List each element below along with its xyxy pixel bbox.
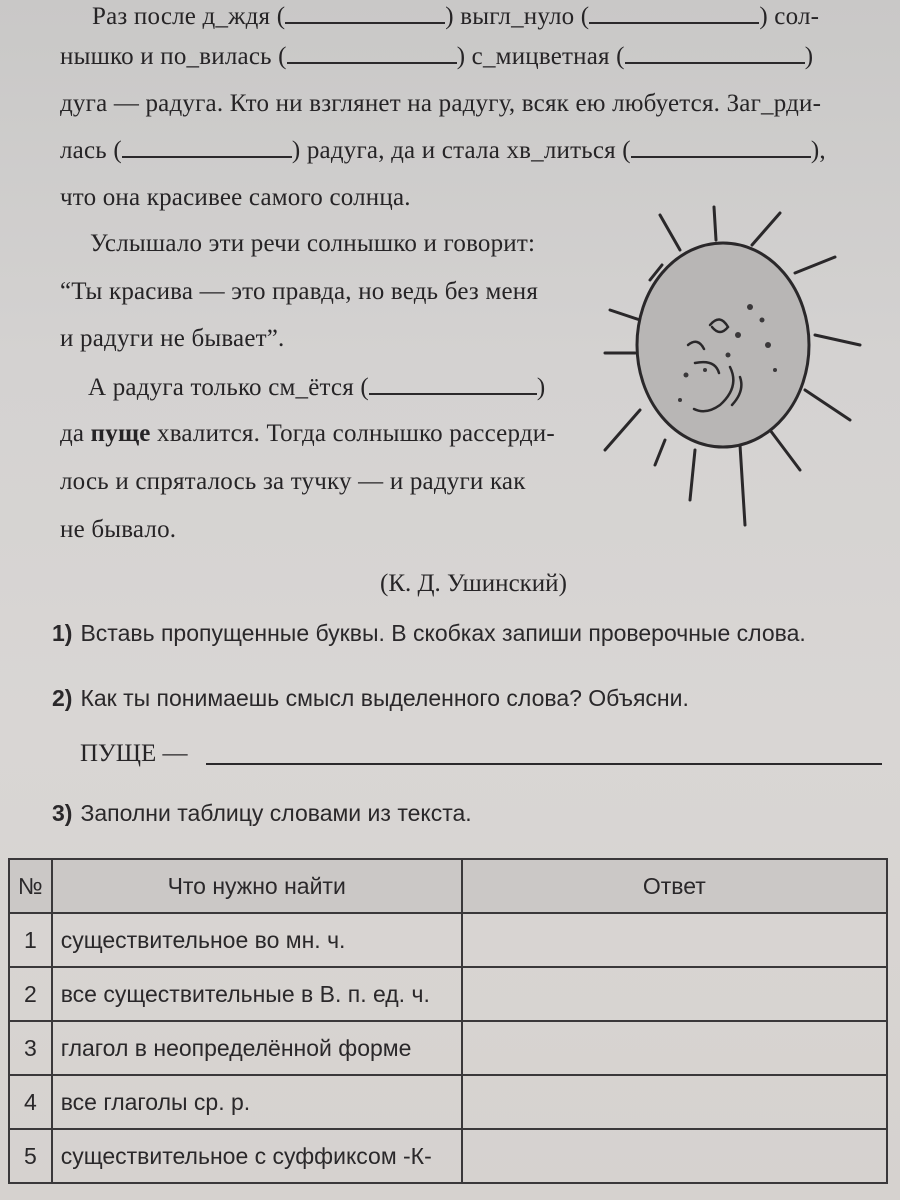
task-3 xyxy=(52,800,472,827)
task-text: Как ты понимаешь смысл выделенного слова? Объясни. xyxy=(80,685,689,711)
row-task: все глаголы ср. р. xyxy=(52,1075,462,1129)
answer-blank[interactable] xyxy=(589,2,759,24)
story-text: Раз после д_ждя ( xyxy=(92,3,286,30)
story-line-1 xyxy=(92,2,819,31)
row-number: 3 xyxy=(9,1021,52,1075)
story-line-12 xyxy=(60,516,176,544)
pusche-label: ПУЩЕ — xyxy=(80,740,188,767)
task-number: 3) xyxy=(52,800,73,826)
table-row xyxy=(9,1129,887,1183)
row-task: все существительные в В. п. ед. ч. xyxy=(52,967,462,1021)
row-number: 2 xyxy=(9,967,52,1021)
row-number: 5 xyxy=(9,1129,52,1183)
table-row xyxy=(9,913,887,967)
answer-cell[interactable] xyxy=(462,913,887,967)
answer-blank[interactable] xyxy=(625,42,805,64)
row-number: 1 xyxy=(9,913,52,967)
column-header-answer: Ответ xyxy=(462,859,887,913)
story-text: что она красивее самого солнца. xyxy=(60,184,411,211)
story-line-3 xyxy=(60,90,821,118)
task-number: 2) xyxy=(52,685,73,711)
story-line-7 xyxy=(60,278,538,306)
table-row xyxy=(9,1075,887,1129)
story-line-4 xyxy=(60,136,826,165)
story-text: дуга — радуга. Кто ни взглянет на радугу, всяк ею любуется. Заг_рди- xyxy=(60,90,822,117)
answer-cell[interactable] xyxy=(462,1075,887,1129)
answer-cell[interactable] xyxy=(462,1129,887,1183)
story-text: да xyxy=(60,420,91,447)
answers-table xyxy=(8,858,888,1184)
task-text: Заполни таблицу словами из текста. xyxy=(80,800,472,826)
story-text: лось и спряталось за тучку — и радуги как xyxy=(60,468,526,495)
answer-blank[interactable] xyxy=(287,42,457,64)
column-header-number: № xyxy=(9,859,52,913)
story-text: ) выгл_нуло ( xyxy=(445,3,590,30)
task-text: Вставь пропущенные буквы. В скобках запиши проверочные слова. xyxy=(80,620,806,646)
answer-blank[interactable] xyxy=(631,136,811,158)
story-line-9 xyxy=(88,373,545,402)
story-text: ) с_мицветная ( xyxy=(456,43,625,70)
story-line-5 xyxy=(60,184,411,212)
task-number: 1) xyxy=(52,620,73,646)
story-line-11 xyxy=(60,468,526,496)
story-text: ) радуга, да и стала хв_литься ( xyxy=(291,137,631,164)
table-header-row xyxy=(9,859,887,913)
story-text: ) xyxy=(804,43,814,70)
row-number: 4 xyxy=(9,1075,52,1129)
table-row xyxy=(9,967,887,1021)
story-text: хвалится. Тогда солнышко рассерди- xyxy=(150,420,555,447)
story-line-10 xyxy=(60,420,555,448)
row-task: существительное с суффиксом -К- xyxy=(52,1129,462,1183)
answer-blank[interactable] xyxy=(369,373,537,395)
story-text: ) xyxy=(536,374,546,401)
story-text: ), xyxy=(810,137,826,164)
story-text: Услышало эти речи солнышко и говорит: xyxy=(90,230,536,257)
story-line-8 xyxy=(60,325,285,353)
story-text: “Ты красива — это правда, но ведь без меня xyxy=(60,278,539,305)
row-task: глагол в неопределённой форме xyxy=(52,1021,462,1075)
answer-cell[interactable] xyxy=(462,967,887,1021)
story-line-2 xyxy=(60,42,813,71)
story-line-6 xyxy=(90,230,535,258)
author-credit: (К. Д. Ушинский) xyxy=(380,570,567,597)
highlighted-word: пуще xyxy=(90,420,151,447)
table-row xyxy=(9,1021,887,1075)
task-1 xyxy=(52,620,806,647)
column-header-what: Что нужно найти xyxy=(52,859,462,913)
row-task: существительное во мн. ч. xyxy=(52,913,462,967)
sun-illustration xyxy=(590,195,880,535)
story-text: нышко и по_вилась ( xyxy=(60,43,287,70)
pusche-answer-line[interactable] xyxy=(206,763,882,765)
answer-cell[interactable] xyxy=(462,1021,887,1075)
story-text: ) сол- xyxy=(759,3,820,30)
answer-blank[interactable] xyxy=(122,136,292,158)
answer-blank[interactable] xyxy=(285,2,445,24)
story-text: лась ( xyxy=(60,137,122,164)
task-2 xyxy=(52,685,689,712)
story-text: и радуги не бывает”. xyxy=(60,325,285,352)
story-text: не бывало. xyxy=(60,516,177,543)
story-text: А радуга только см_ётся ( xyxy=(88,374,369,401)
